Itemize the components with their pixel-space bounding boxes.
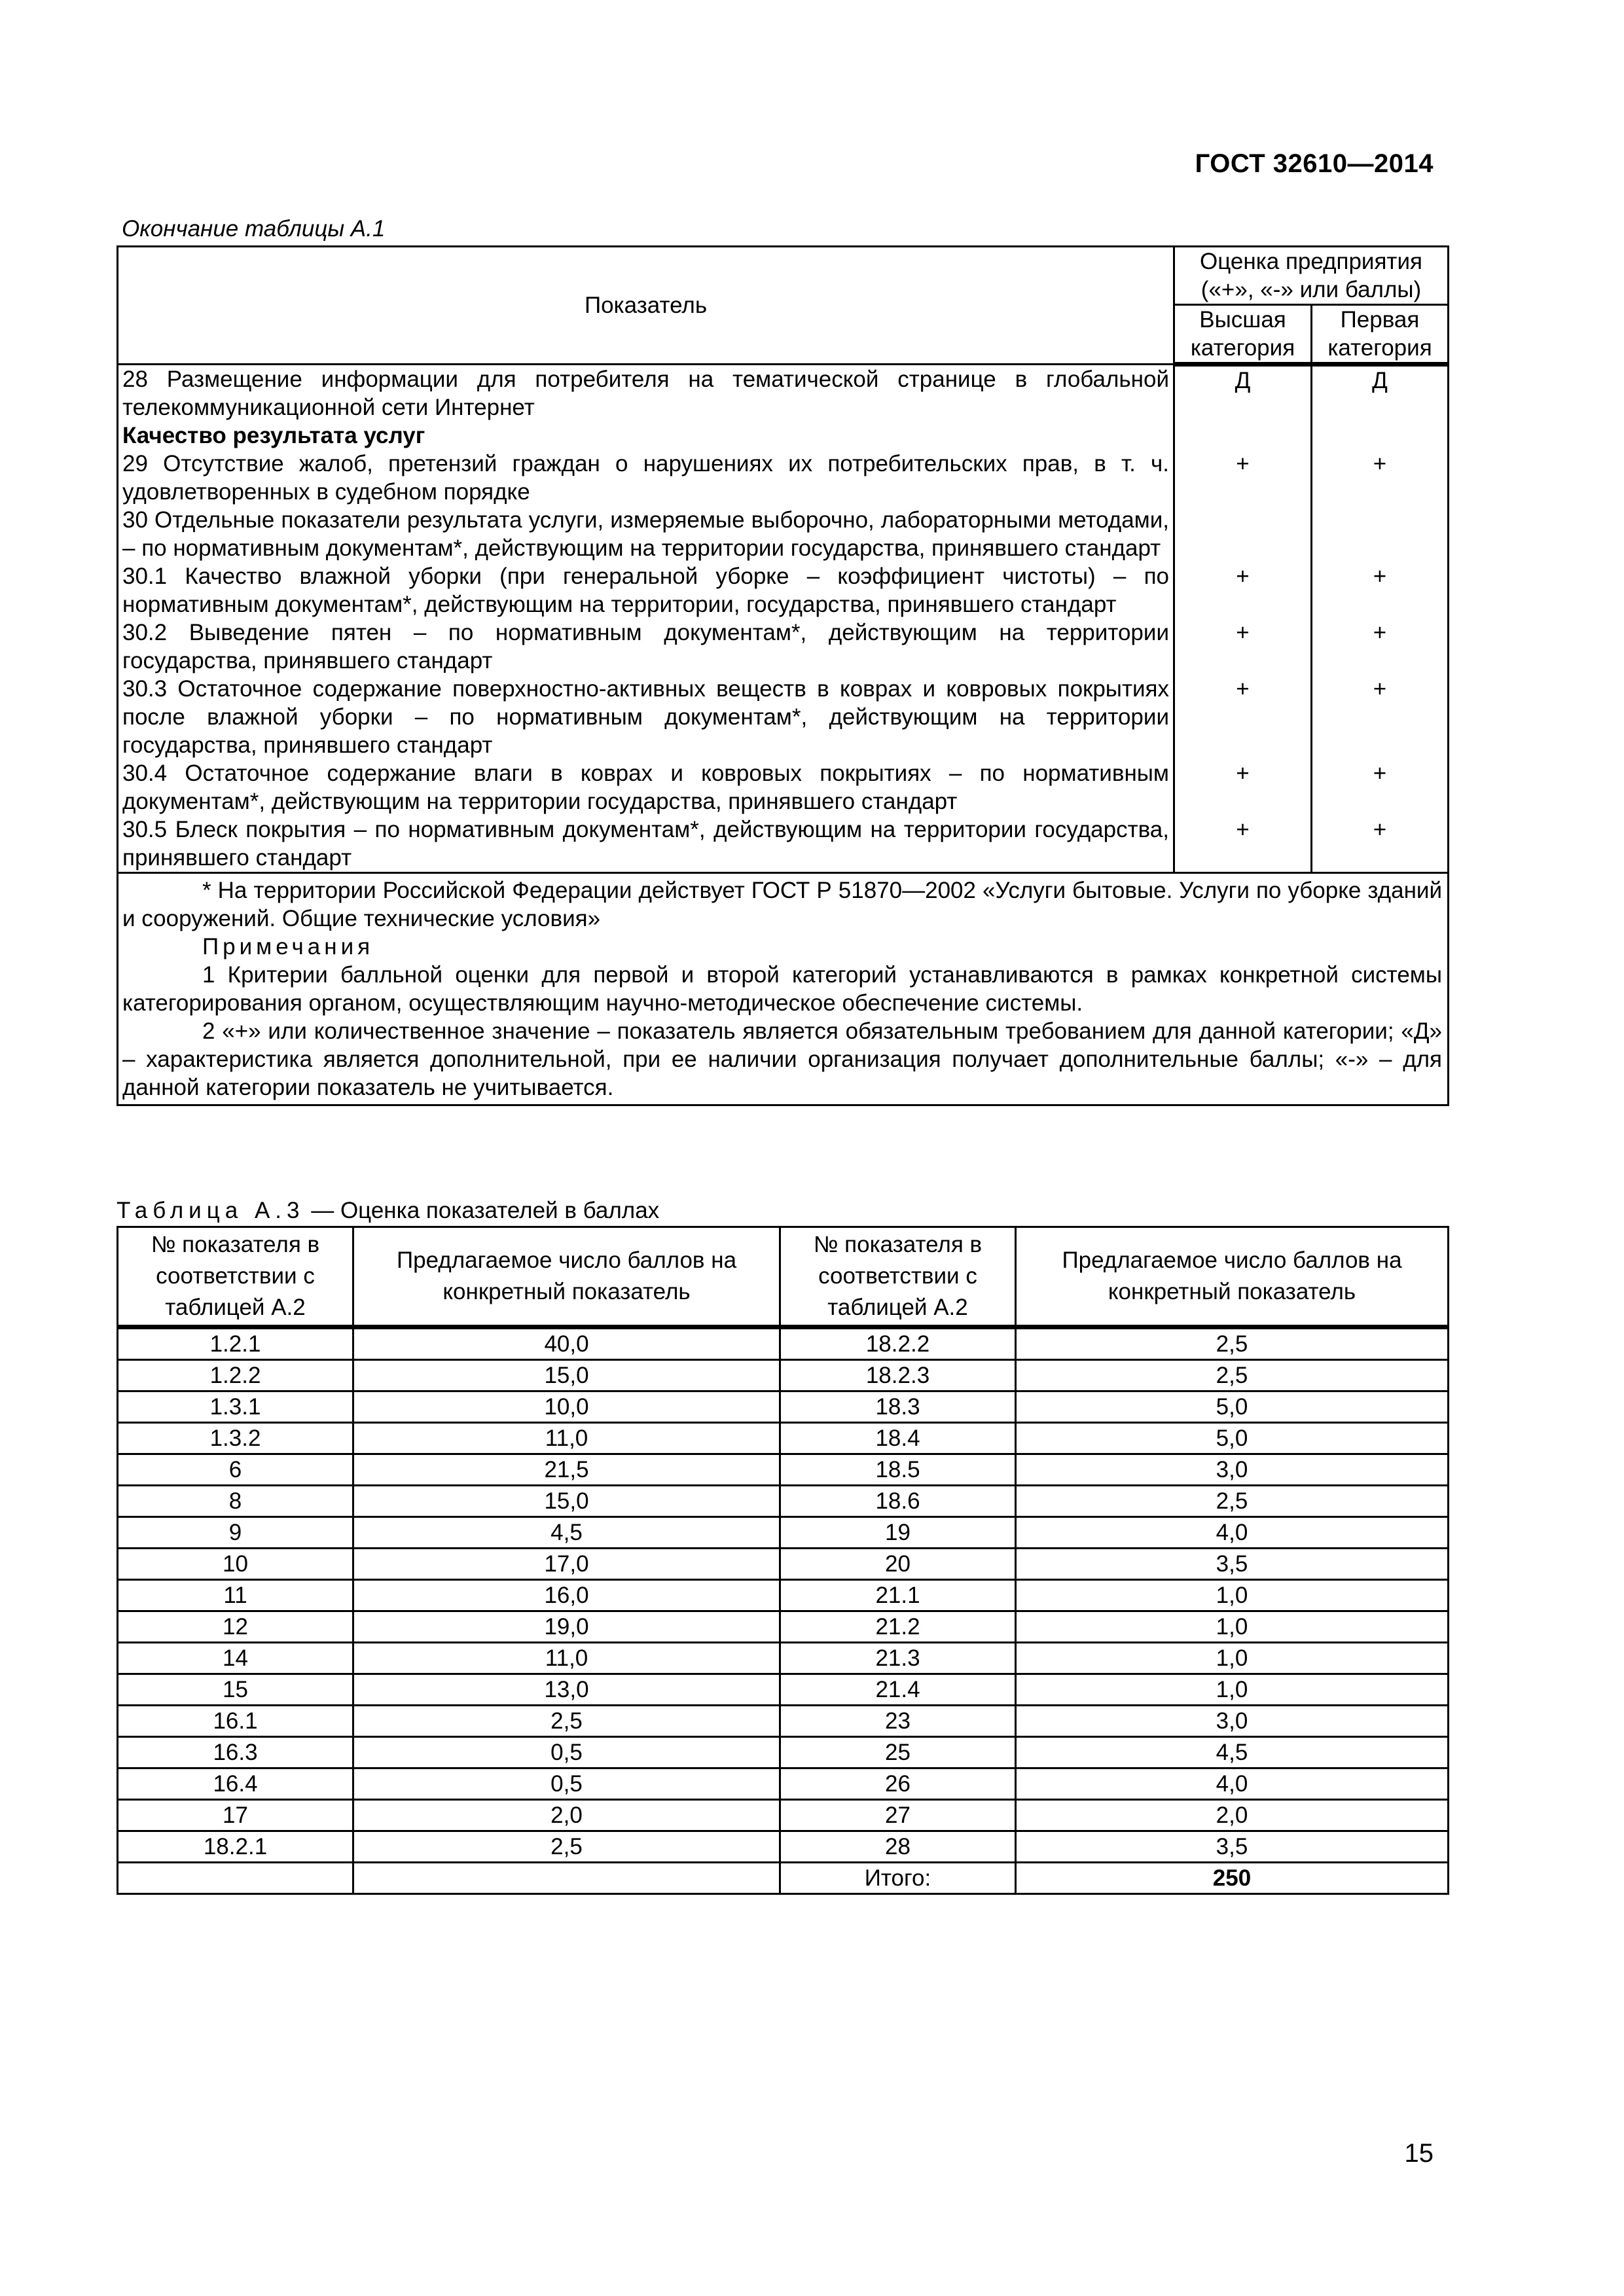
first-mark: + (1312, 759, 1449, 816)
first-mark (1312, 506, 1449, 562)
highest-mark (1174, 506, 1312, 562)
table-row (118, 816, 1449, 873)
indicator-number-cell: 18.2.1 (118, 1831, 353, 1863)
header-highest-category: Высшая категория (1174, 305, 1312, 365)
table-row (118, 1674, 1449, 1706)
points-cell: 3,5 (1016, 1831, 1449, 1863)
points-cell: 19,0 (353, 1611, 780, 1643)
table-row (118, 1737, 1449, 1768)
points-cell: 2,5 (1016, 1327, 1449, 1360)
empty-cell (353, 1863, 780, 1894)
points-cell: 1,0 (1016, 1643, 1449, 1674)
note-2: 2 «+» или количественное значение – показатель является обязательным требованием для данной категории; «Д» – характеристика является дополнительной, при ее наличии организация получает дополнительные баллы; «-» – для данной категории показатель не учитывается. (122, 1018, 1442, 1100)
points-cell: 2,5 (353, 1831, 780, 1863)
points-cell: 0,5 (353, 1768, 780, 1800)
highest-mark: + (1174, 816, 1312, 873)
indicator-number-cell: 20 (780, 1549, 1016, 1580)
indicator-text: 28 Размещение информации для потребителя на тематической странице в глобальной телекоммуникационной сети Интернет (118, 365, 1174, 422)
table-a3-title: — Оценка показателей в баллах (311, 1198, 660, 1223)
points-cell: 2,0 (1016, 1800, 1449, 1831)
indicator-number-cell: 17 (118, 1800, 353, 1831)
indicator-text: 29 Отсутствие жалоб, претензий граждан о нарушениях их потребительских прав, в т. ч. удовлетворенных в судебном порядке (118, 450, 1174, 506)
first-mark: Д (1312, 365, 1449, 422)
table-row (118, 619, 1449, 675)
notes-title: Примечания (202, 934, 374, 960)
points-cell: 13,0 (353, 1674, 780, 1706)
indicator-number-cell: 25 (780, 1737, 1016, 1768)
header-points: Предлагаемое число баллов на конкретный показатель (1016, 1227, 1449, 1327)
table-row (118, 1580, 1449, 1611)
first-mark: + (1312, 816, 1449, 873)
header-indicator: Показатель (118, 247, 1174, 365)
table-row (118, 1454, 1449, 1486)
table-a3-caption (117, 1198, 659, 1224)
total-row (118, 1863, 1449, 1894)
indicator-number-cell: 10 (118, 1549, 353, 1580)
indicator-number-cell: 12 (118, 1611, 353, 1643)
table-row (118, 1831, 1449, 1863)
indicator-number-cell: 6 (118, 1454, 353, 1486)
table-row (118, 1611, 1449, 1643)
first-mark: + (1312, 619, 1449, 675)
points-cell: 4,5 (353, 1517, 780, 1549)
table-row (118, 562, 1449, 619)
table-row (118, 1517, 1449, 1549)
table-a3-body (118, 1327, 1449, 1894)
points-cell: 11,0 (353, 1423, 780, 1454)
table-a1 (117, 245, 1449, 1106)
highest-mark: + (1174, 619, 1312, 675)
indicator-number-cell: 21.3 (780, 1643, 1016, 1674)
highest-mark: + (1174, 562, 1312, 619)
note-1: 1 Критерии балльной оценки для первой и второй категорий устанавливаются в рамках конкретной системы категорирования органом, осуществляющим научно-методическое обеспечение системы. (122, 962, 1442, 1016)
footnote-text: * На территории Российской Федерации действует ГОСТ Р 51870—2002 «Услуги бытовые. Услуги по уборке зданий и сооружений. Общие технические условия» (122, 878, 1442, 931)
header-first-category: Первая категория (1312, 305, 1449, 365)
points-cell: 2,5 (353, 1706, 780, 1737)
indicator-number-cell: 16.1 (118, 1706, 353, 1737)
table-a3-label: Таблица А.3 (117, 1198, 305, 1223)
table-row (118, 1391, 1449, 1423)
table-row (118, 759, 1449, 816)
points-cell: 1,0 (1016, 1674, 1449, 1706)
first-mark: + (1312, 562, 1449, 619)
indicator-number-cell: 27 (780, 1800, 1016, 1831)
highest-mark: + (1174, 675, 1312, 759)
indicator-number-cell: 18.4 (780, 1423, 1016, 1454)
indicator-number-cell: 18.2.2 (780, 1327, 1016, 1360)
points-cell: 2,0 (353, 1800, 780, 1831)
points-cell: 2,5 (1016, 1486, 1449, 1517)
indicator-number-cell: 1.2.2 (118, 1360, 353, 1391)
empty-cell (118, 1863, 353, 1894)
highest-mark: + (1174, 759, 1312, 816)
points-cell: 11,0 (353, 1643, 780, 1674)
points-cell: 15,0 (353, 1486, 780, 1517)
indicator-number-cell: 21.1 (780, 1580, 1016, 1611)
first-mark: + (1312, 675, 1449, 759)
indicator-number-cell: 8 (118, 1486, 353, 1517)
points-cell: 15,0 (353, 1360, 780, 1391)
points-cell: 3,0 (1016, 1706, 1449, 1737)
table-row (118, 1486, 1449, 1517)
indicator-text: 30.4 Остаточное содержание влаги в коврах и ковровых покрытиях – по нормативным документам*, действующим на территории государства, принявшего стандарт (118, 759, 1174, 816)
indicator-number-cell: 9 (118, 1517, 353, 1549)
indicator-number-cell: 1.3.1 (118, 1391, 353, 1423)
header-indicator-number: № показателя в соответствии с таблицей А.2 (118, 1227, 353, 1327)
table-row (118, 675, 1449, 759)
points-cell: 21,5 (353, 1454, 780, 1486)
indicator-number-cell: 18.3 (780, 1391, 1016, 1423)
indicator-number-cell: 18.6 (780, 1486, 1016, 1517)
indicator-number-cell: 11 (118, 1580, 353, 1611)
indicator-text: 30.1 Качество влажной уборки (при генеральной уборке – коэффициент чистоты) – по нормативным документам*, действующим на территории, государства, принявшего стандарт (118, 562, 1174, 619)
indicator-text: 30.2 Выведение пятен – по нормативным документам*, действующим на территории государства, принявшего стандарт (118, 619, 1174, 675)
first-mark: + (1312, 450, 1449, 506)
indicator-number-cell: 26 (780, 1768, 1016, 1800)
indicator-number-cell: 21.2 (780, 1611, 1016, 1643)
indicator-number-cell: 16.3 (118, 1737, 353, 1768)
indicator-number-cell: 1.3.2 (118, 1423, 353, 1454)
table-row (118, 1327, 1449, 1360)
table-row (118, 365, 1449, 422)
points-cell: 1,0 (1016, 1580, 1449, 1611)
points-cell: 5,0 (1016, 1423, 1449, 1454)
table-row (118, 450, 1449, 506)
total-label: Итого: (780, 1863, 1016, 1894)
indicator-number-cell: 19 (780, 1517, 1016, 1549)
indicator-number-cell: 23 (780, 1706, 1016, 1737)
indicator-number-cell: 28 (780, 1831, 1016, 1863)
indicator-text: 30.3 Остаточное содержание поверхностно-активных веществ в коврах и ковровых покрытиях после влажной уборки – по нормативным документам*, действующим на территории государства, принявшего стандарт (118, 675, 1174, 759)
total-value: 250 (1016, 1863, 1449, 1894)
page-number: 15 (1404, 2139, 1434, 2168)
table-row (118, 422, 1449, 450)
points-cell: 10,0 (353, 1391, 780, 1423)
group-heading: Качество результата услуг (118, 422, 1174, 450)
highest-mark: + (1174, 450, 1312, 506)
points-cell: 16,0 (353, 1580, 780, 1611)
table-a1-caption: Окончание таблицы А.1 (122, 216, 386, 242)
indicator-number-cell: 21.4 (780, 1674, 1016, 1706)
table-row (118, 1549, 1449, 1580)
header-indicator-number: № показателя в соответствии с таблицей А.2 (780, 1227, 1016, 1327)
points-cell: 17,0 (353, 1549, 780, 1580)
points-cell: 4,0 (1016, 1517, 1449, 1549)
table-row (118, 1800, 1449, 1831)
table-row (118, 1643, 1449, 1674)
table-row (118, 1360, 1449, 1391)
table-row (118, 1423, 1449, 1454)
indicator-number-cell: 1.2.1 (118, 1327, 353, 1360)
points-cell: 3,0 (1016, 1454, 1449, 1486)
highest-mark: Д (1174, 365, 1312, 422)
points-cell: 5,0 (1016, 1391, 1449, 1423)
points-cell: 0,5 (353, 1737, 780, 1768)
points-cell: 2,5 (1016, 1360, 1449, 1391)
points-cell: 4,5 (1016, 1737, 1449, 1768)
table-row (118, 506, 1449, 562)
header-assessment: Оценка предприятия («+», «-» или баллы) (1174, 247, 1449, 305)
indicator-number-cell: 16.4 (118, 1768, 353, 1800)
indicator-number-cell: 18.5 (780, 1454, 1016, 1486)
points-cell: 1,0 (1016, 1611, 1449, 1643)
points-cell: 4,0 (1016, 1768, 1449, 1800)
standard-header: ГОСТ 32610—2014 (1195, 149, 1434, 178)
points-cell: 40,0 (353, 1327, 780, 1360)
indicator-number-cell: 18.2.3 (780, 1360, 1016, 1391)
table-footnote (118, 873, 1449, 1105)
indicator-number-cell: 14 (118, 1643, 353, 1674)
header-points: Предлагаемое число баллов на конкретный показатель (353, 1227, 780, 1327)
points-cell: 3,5 (1016, 1549, 1449, 1580)
indicator-text: 30.5 Блеск покрытия – по нормативным документам*, действующим на территории государства, принявшего стандарт (118, 816, 1174, 873)
table-footnote-row (118, 873, 1449, 1105)
indicator-number-cell: 15 (118, 1674, 353, 1706)
indicator-text: 30 Отдельные показатели результата услуги, измеряемые выборочно, лабораторными методами, – по нормативным документам*, действующим на территории государства, принявшего стандарт (118, 506, 1174, 562)
table-a3 (117, 1226, 1449, 1895)
table-row (118, 1768, 1449, 1800)
table-row (118, 1706, 1449, 1737)
